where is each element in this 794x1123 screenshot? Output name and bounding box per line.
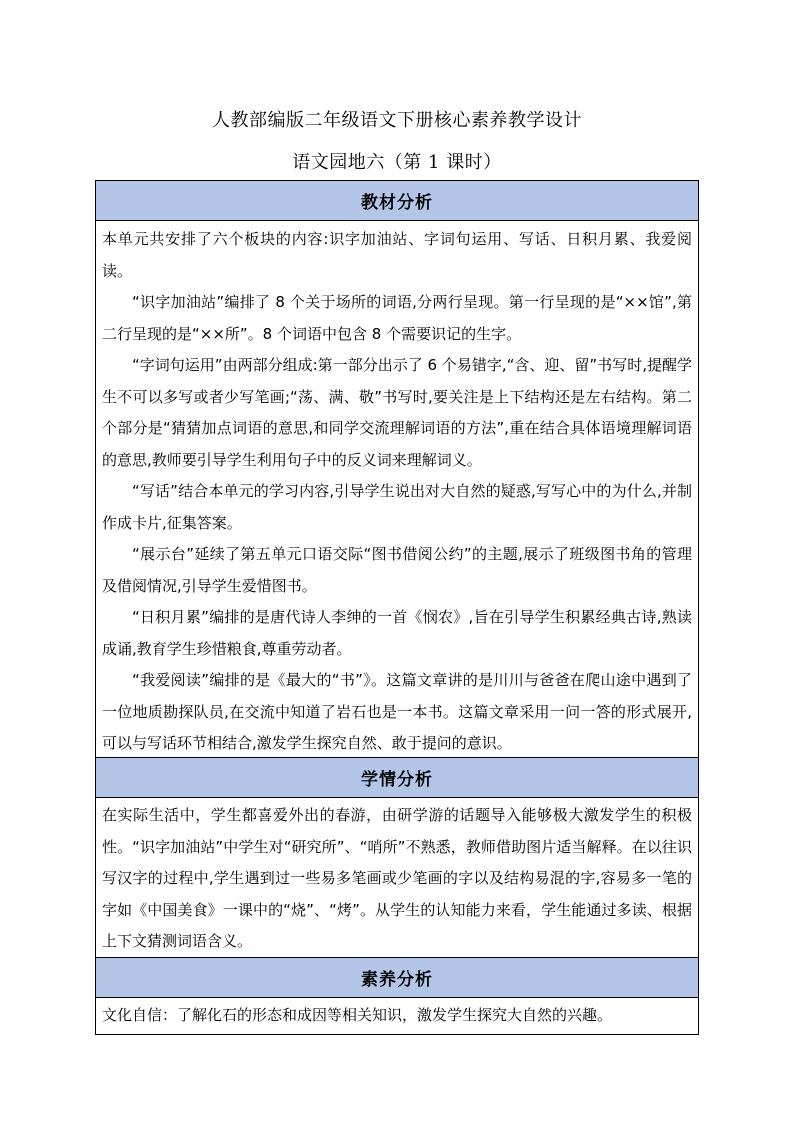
section-header-literacy: 素养分析 <box>96 958 698 998</box>
material-paragraph: “识字加油站”编排了 8 个关于场所的词语,分两行呈现。第一行呈现的是“××馆”,第二行呈现的是“××所”。8 个词语中包含 8 个需要识记的生字。 <box>102 293 692 343</box>
material-paragraph: “日积月累”编排的是唐代诗人李绅的一首《悯农》,旨在引导学生积累经典古诗,熟读成诵,教育学生珍惜粮食,尊重劳动者。 <box>102 608 692 658</box>
lesson-plan-table <box>95 180 699 1035</box>
page-title: 人教部编版二年级语文下册核心素养教学设计 <box>212 110 582 131</box>
literacy-paragraph: 文化自信：了解化石的形态和成因等相关知识，激发学生探究大自然的兴趣。 <box>102 1006 613 1024</box>
section-header-material: 教材分析 <box>96 181 698 221</box>
material-paragraph: “字词句运用”由两部分组成:第一部分出示了 6 个易错字,“含、迎、留”书写时,提醒学生不可以多写或者少写笔画;“荡、满、敬”书写时,要关注是上下结构还是左右结构。第二个部分是“猜猜加点词语的意思,和同学交流理解词语的方法”,重在结合具体语境理解词语的意思,教师要引导学生利用句子中的反义词来理解词义。 <box>102 356 692 469</box>
section-body-material <box>96 221 698 758</box>
material-paragraph: “写话”结合本单元的学习内容,引导学生说出对大自然的疑惑,写写心中的为什么,并制作成卡片,征集答案。 <box>102 482 692 532</box>
section-body-literacy <box>96 998 698 1034</box>
material-paragraph: “我爱阅读”编排的是《最大的“书”》。这篇文章讲的是川川与爸爸在爬山途中遇到了一位地质勘探队员,在交流中知道了岩石也是一本书。这篇文章采用一问一答的形式展开,可以与写话环节相结合,激发学生探究自然、敢于提问的意识。 <box>102 671 692 752</box>
section-header-student: 学情分析 <box>96 758 698 798</box>
section-body-student <box>96 798 698 958</box>
lesson-subtitle: 语文园地六（第 1 课时） <box>292 152 502 173</box>
student-paragraph: 在实际生活中，学生都喜爱外出的春游，由研学游的话题导入能够极大激发学生的积极性。“识字加油站”中学生对“研究所”、“哨所”不熟悉，教师借助图片适当解释。在以往识写汉字的过程中,学生遇到过一些易多笔画或少笔画的字以及结构易混的字,容易多一笔的字如《中国美食》一课中的“烧”、“烤”。从学生的认知能力来看，学生能通过多读、根据上下文猜测词语含义。 <box>102 806 692 950</box>
material-paragraph: “展示台”延续了第五单元口语交际“图书借阅公约”的主题,展示了班级图书角的管理及借阅情况,引导学生爱惜图书。 <box>102 545 692 595</box>
material-paragraph: 本单元共安排了六个板块的内容:识字加油站、字词句运用、写话、日积月累、我爱阅读。 <box>102 230 692 280</box>
